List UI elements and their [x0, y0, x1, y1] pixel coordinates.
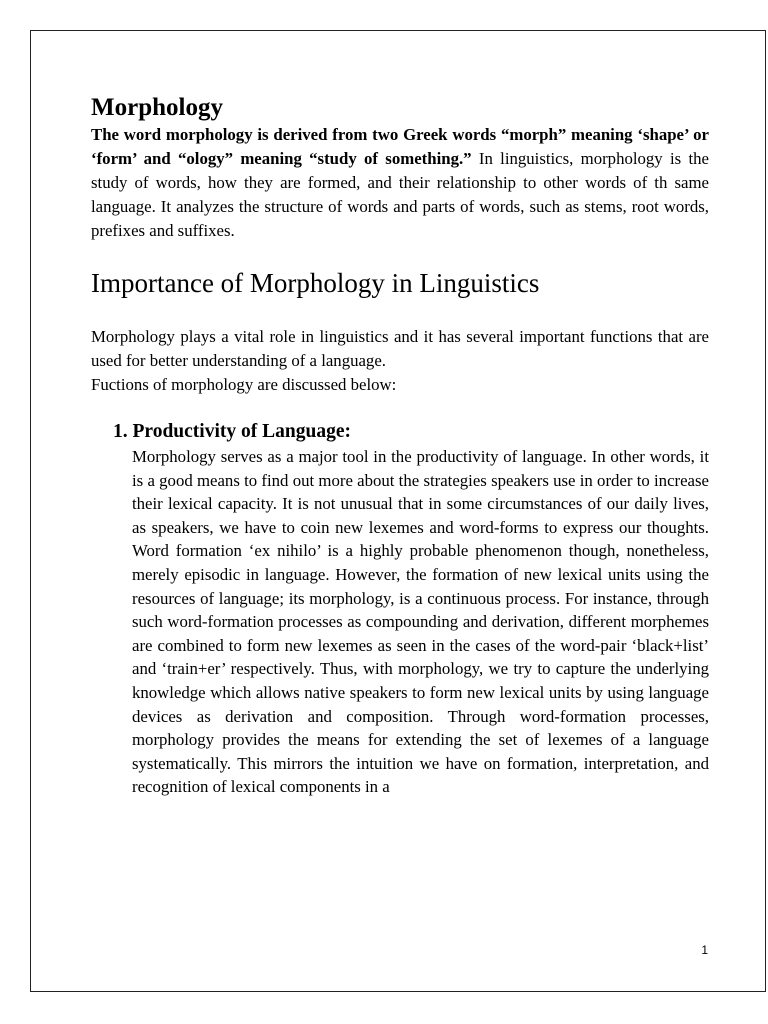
spacer	[91, 299, 709, 325]
intro-text: In linguistics, morphology is the study of words, how they are formed, and their relationship to other words of th same language. It analyzes the structure of words and parts of words, such as stems, root words, prefixes and suffixes.	[91, 149, 709, 240]
list-item-body	[132, 445, 709, 799]
document-page	[30, 30, 766, 992]
document-title: Morphology	[91, 94, 223, 121]
section-heading: Importance of Morphology in Linguistics	[91, 268, 540, 298]
intro-paragraph	[91, 123, 709, 243]
list-item-heading: 1. Productivity of Language:	[113, 421, 351, 442]
list-item-body-text: Morphology serves as a major tool in the productivity of language. In other words, it is a good means to find out more about the strategies speakers use in order to increase their lexical capacity. It is not unusual that in some circumstances of our daily lives, as speakers, we have to coin new lexemes and word-forms to express our thoughts. Word formation ‘ex nihilo’ is a highly probable phenomenon though, nonetheless, merely episodic in language. However, the formation of new lexical units using the resources of language; its morphology, is a continuous process. For instance, through such word-formation processes as compounding and derivation, different morphemes are combined to form new lexemes as seen in the cases of the word-pair ‘black+list’ and ‘train+er’ respectively. Thus, with morphology, we try to capture the underlying knowledge which allows native speakers to form new lexical units by using language devices as derivation and composition. Through word-formation processes, morphology provides the means for extending the set of lexemes of a language systematically. This mirrors the intuition we have on formation, interpretation, and recognition of lexical components in a	[132, 447, 709, 797]
functions-list	[91, 419, 709, 799]
page-number: 1	[701, 943, 708, 957]
page-content	[91, 93, 709, 799]
section-paragraph-1: Morphology plays a vital role in linguistics and it has several important functions that are used for better understanding of a language.	[91, 327, 709, 370]
section-paragraph-2: Fuctions of morphology are discussed below:	[91, 375, 397, 394]
intro-bold-sentence: The word morphology is derived from two Greek words “morph” meaning ‘shape’ or ‘form’ and “ology” meaning “study of something.”	[91, 125, 709, 168]
